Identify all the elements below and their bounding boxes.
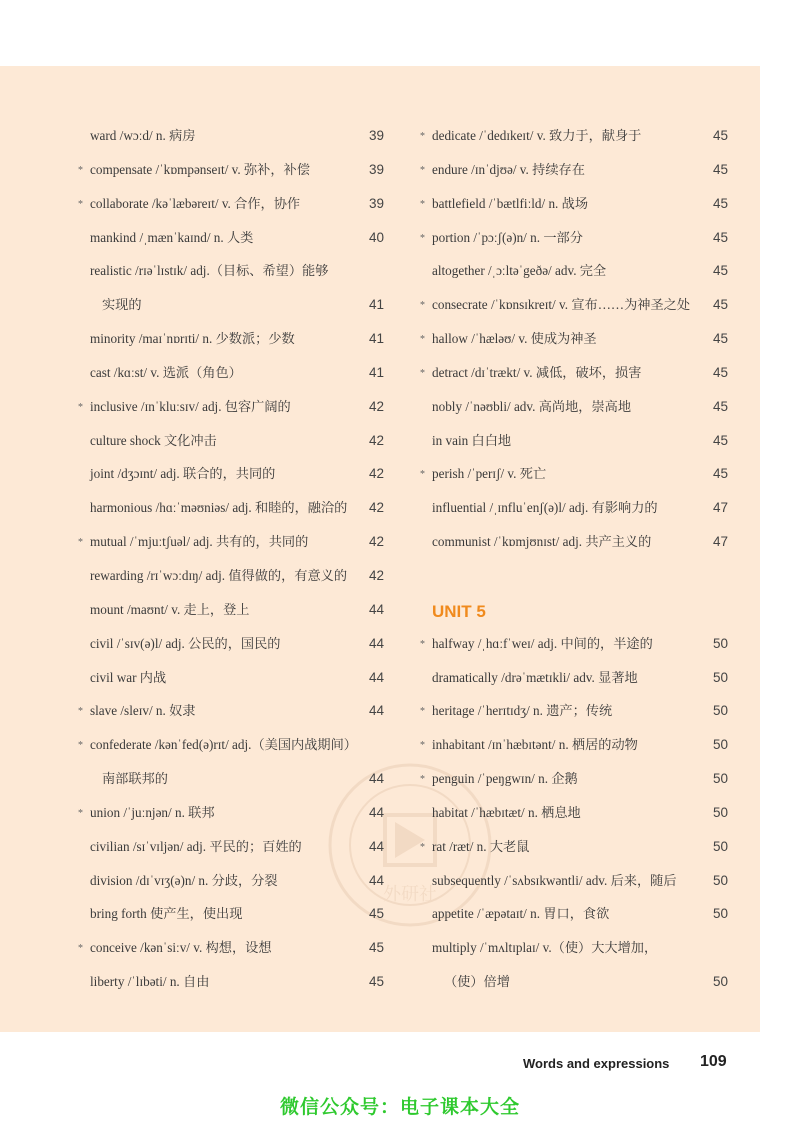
svg-text:外研社: 外研社	[383, 884, 437, 905]
vocab-entry-text: mankind /ˌmænˈkaɪnd/ n. 人类	[90, 229, 254, 245]
vocab-entry-page: 45	[712, 364, 728, 380]
vocab-entry	[78, 762, 384, 796]
vocab-entry-page: 50	[712, 635, 728, 651]
vocab-entry-text: multiply /ˈmʌltɪplaɪ/ v.（使）大大增加，	[432, 940, 658, 956]
vocab-entry	[420, 796, 728, 830]
vocab-entry-page: 45	[712, 195, 728, 211]
vocab-entry-page: 44	[368, 838, 384, 854]
vocab-entry-page: 41	[368, 297, 384, 313]
vocab-entry-page: 50	[712, 703, 728, 719]
vocab-entry	[78, 965, 384, 999]
vocab-entry-text: portion /ˈpɔːʃ(ə)n/ n. 一部分	[432, 229, 583, 245]
vocab-entry-text: dedicate /ˈdedɪkeɪt/ v. 致力于，献身于	[432, 128, 642, 143]
star-icon: *	[420, 740, 425, 752]
vocab-entry-text: culture shock 文化冲击	[90, 432, 217, 448]
right-column	[420, 119, 728, 999]
vocab-entry-page: 41	[368, 364, 384, 380]
vocab-entry-text: ward /wɔːd/ n. 病房	[90, 128, 196, 143]
vocab-entry-text: rat /ræt/ n. 大老鼠	[432, 838, 530, 854]
vocab-entry-text: perish /ˈperɪʃ/ v. 死亡	[432, 466, 547, 482]
vocab-entry-text: mutual /ˈmjuːtʃuəl/ adj. 共有的，共同的	[90, 534, 309, 550]
star-icon: *	[78, 807, 83, 819]
vocab-entry-page: 44	[368, 635, 384, 651]
vocab-entry-text: altogether /ˌɔːltəˈgeðə/ adv. 完全	[432, 263, 607, 279]
vocab-entry-text: liberty /ˈlɪbəti/ n. 自由	[90, 974, 210, 990]
vocab-entry-page: 50	[712, 838, 728, 854]
vocab-entry	[78, 119, 384, 153]
left-column	[78, 119, 384, 999]
vocab-entry-text: detract /dɪˈtrækt/ v. 减低，破坏，损害	[432, 364, 642, 380]
vocab-entry-text: bring forth 使产生，使出现	[90, 906, 243, 922]
vocab-entry-page: 40	[368, 229, 384, 245]
vocab-entry	[420, 525, 728, 559]
vocab-entry-page: 45	[712, 161, 728, 177]
star-icon: *	[78, 537, 83, 549]
vocab-entry	[78, 187, 384, 221]
vocab-entry-text: confederate /kənˈfed(ə)rɪt/ adj.（美国内战期间）	[90, 737, 357, 753]
vocab-entry	[78, 491, 384, 525]
vocab-entry	[420, 897, 728, 931]
star-icon: *	[420, 706, 425, 718]
vocab-entry-page: 45	[712, 263, 728, 279]
vocab-entry-page: 39	[368, 161, 384, 177]
vocab-entry	[420, 153, 728, 187]
vocab-entry-text: heritage /ˈherɪtɪdʒ/ n. 遗产；传统	[432, 703, 613, 719]
vocab-entry-page: 45	[712, 331, 728, 347]
vocab-entry-page: 47	[712, 534, 728, 550]
vocab-entry-text: 南部联邦的	[102, 771, 168, 787]
vocab-entry	[420, 119, 728, 153]
vocab-entry-text: consecrate /ˈkɒnsɪkreɪt/ v. 宣布……为神圣之处	[432, 297, 691, 313]
vocab-entry-text: mount /maʊnt/ v. 走上，登上	[90, 601, 250, 617]
star-icon: *	[78, 198, 83, 210]
vocab-entry	[78, 559, 384, 593]
vocab-entry	[420, 491, 728, 525]
vocab-entry-text: division /dɪˈvɪʒ(ə)n/ n. 分歧，分裂	[90, 872, 278, 888]
vocab-entry	[78, 694, 384, 728]
vocab-entry-text: 实现的	[102, 297, 142, 313]
vocab-entry	[78, 627, 384, 661]
star-icon: *	[420, 232, 425, 244]
vocab-entry-text: civilian /sɪˈvɪljən/ adj. 平民的；百姓的	[90, 838, 302, 854]
vocab-entry-page: 45	[712, 297, 728, 313]
vocab-entry-text: civil war 内战	[90, 669, 167, 685]
vocab-entry	[78, 931, 384, 965]
vocab-entry-page: 45	[712, 466, 728, 482]
vocab-entry-page: 50	[712, 669, 728, 685]
vocab-entry	[420, 661, 728, 695]
vocab-entry-text: cast /kɑːst/ v. 选派（角色）	[90, 364, 242, 380]
vocab-entry-page: 45	[368, 940, 384, 956]
unit-heading	[420, 593, 728, 627]
vocab-entry-text: dramatically /drəˈmætɪkli/ adv. 显著地	[432, 669, 638, 685]
vocab-entry-text: hallow /ˈhæləʊ/ v. 使成为神圣	[432, 331, 597, 347]
star-icon: *	[420, 131, 425, 142]
vocab-entry-page: 50	[712, 804, 728, 820]
vocab-entry	[78, 153, 384, 187]
vocab-entry-page: 50	[712, 771, 728, 787]
vocab-entry	[420, 356, 728, 390]
vocab-entry-page: 50	[712, 872, 728, 888]
vocab-entry-page: 42	[368, 432, 384, 448]
star-icon: *	[78, 740, 83, 752]
vocab-entry-text: compensate /ˈkɒmpənseɪt/ v. 弥补，补偿	[90, 161, 310, 177]
vocab-entry-page: 44	[368, 703, 384, 719]
star-icon: *	[78, 164, 83, 176]
vocab-entry-text: slave /sleɪv/ n. 奴隶	[90, 703, 196, 719]
vocab-entry-page: 45	[712, 229, 728, 245]
vocab-entry	[78, 356, 384, 390]
star-icon: *	[420, 469, 425, 481]
vocab-entry-page: 39	[368, 195, 384, 211]
vocab-entry-text: subsequently /ˈsʌbsɪkwəntli/ adv. 后来，随后	[432, 872, 677, 888]
vocab-entry-page: 45	[712, 398, 728, 414]
vocab-entry	[78, 593, 384, 627]
star-icon: *	[420, 774, 425, 786]
vocab-entry-page: 50	[712, 974, 728, 990]
vocab-entry-page: 45	[712, 432, 728, 448]
star-icon: *	[420, 300, 425, 312]
star-icon: *	[78, 706, 83, 718]
vocab-entry-text: joint /dʒɔɪnt/ adj. 联合的，共同的	[90, 466, 276, 482]
vocab-entry-page: 44	[368, 771, 384, 787]
vocab-entry	[78, 254, 384, 288]
vocab-entry-page: 42	[368, 534, 384, 550]
wechat-watermark: 微信公众号：电子课本大全	[279, 1096, 520, 1118]
vocab-entry	[78, 830, 384, 864]
vocab-entry-text: harmonious /hɑːˈməʊniəs/ adj. 和睦的，融洽的	[90, 500, 348, 516]
blank-row	[420, 559, 728, 593]
vocab-entry	[78, 796, 384, 830]
vocab-entry-page: 44	[368, 804, 384, 820]
vocab-entry-page: 50	[712, 737, 728, 753]
vocab-entry	[420, 254, 728, 288]
vocab-entry-text: nobly /ˈnəʊbli/ adv. 高尚地，崇高地	[432, 398, 632, 414]
vocab-entry-text: endure /ɪnˈdjʊə/ v. 持续存在	[432, 161, 585, 177]
vocab-entry-text: rewarding /rɪˈwɔːdɪŋ/ adj. 值得做的，有意义的	[90, 567, 348, 583]
vocab-entry-page: 44	[368, 601, 384, 617]
vocab-entry	[78, 424, 384, 458]
vocab-entry-text: union /ˈjuːnjən/ n. 联邦	[90, 804, 215, 820]
vocab-entry-page: 42	[368, 500, 384, 516]
vocab-entry-page: 42	[368, 567, 384, 583]
vocab-entry	[78, 525, 384, 559]
star-icon: *	[78, 943, 83, 955]
vocab-entry-page: 39	[368, 128, 384, 143]
vocab-entry-text: penguin /ˈpeŋgwɪn/ n. 企鹅	[432, 771, 578, 787]
vocab-entry-page: 42	[368, 398, 384, 414]
vocab-entry-text: influential /ˌɪnfluˈenʃ(ə)l/ adj. 有影响力的	[432, 500, 658, 516]
vocab-entry-text: habitat /ˈhæbɪtæt/ n. 栖息地	[432, 804, 581, 820]
vocab-entry-text: realistic /rɪəˈlɪstɪk/ adj.（目标、希望）能够	[90, 263, 329, 279]
vocab-entry-text: minority /maɪˈnɒrɪti/ n. 少数派；少数	[90, 331, 295, 347]
page-number: 109	[700, 1053, 727, 1070]
star-icon: *	[420, 334, 425, 346]
vocab-entry	[78, 864, 384, 898]
vocab-entry-text: civil /ˈsɪv(ə)l/ adj. 公民的，国民的	[90, 635, 281, 651]
vocab-entry	[420, 424, 728, 458]
vocab-entry-page: 45	[712, 128, 728, 143]
vocab-entry	[420, 965, 728, 999]
vocab-entry	[420, 864, 728, 898]
vocab-entry-text: halfway /ˌhɑːfˈweɪ/ adj. 中间的，半途的	[432, 635, 653, 651]
vocab-entry	[420, 322, 728, 356]
vocab-entry-text: battlefield /ˈbætlfiːld/ n. 战场	[432, 195, 589, 211]
vocab-entry	[78, 322, 384, 356]
vocab-entry	[78, 897, 384, 931]
vocab-entry-text: appetite /ˈæpətaɪt/ n. 胃口，食欲	[432, 906, 610, 922]
vocab-entry-text: conceive /kənˈsiːv/ v. 构想，设想	[90, 940, 272, 956]
vocab-entry	[420, 221, 728, 255]
vocab-entry-page: 47	[712, 500, 728, 516]
vocab-entry	[78, 288, 384, 322]
vocab-entry	[420, 694, 728, 728]
unit-title: UNIT 5	[432, 601, 486, 621]
vocab-entry	[78, 457, 384, 491]
vocab-entry	[420, 288, 728, 322]
vocab-entry	[78, 390, 384, 424]
star-icon: *	[420, 367, 425, 379]
vocab-entry-page: 50	[712, 906, 728, 922]
vocab-entry	[420, 931, 728, 965]
vocab-entry	[420, 187, 728, 221]
vocab-entry	[78, 221, 384, 255]
vocab-entry-page: 44	[368, 872, 384, 888]
vocab-entry	[420, 390, 728, 424]
vocab-entry-page: 41	[368, 331, 384, 347]
vocab-entry	[420, 728, 728, 762]
vocab-entry-text: collaborate /kəˈlæbəreɪt/ v. 合作，协作	[90, 195, 301, 211]
star-icon: *	[420, 841, 425, 853]
star-icon: *	[420, 198, 425, 210]
vocab-entry-page: 45	[368, 906, 384, 922]
vocab-entry	[78, 728, 384, 762]
vocab-entry-page: 45	[368, 974, 384, 990]
vocab-entry	[78, 661, 384, 695]
vocab-entry-text: communist /ˈkɒmjʊnɪst/ adj. 共产主义的	[432, 534, 652, 550]
footer-section-label: Words and expressions	[523, 1056, 670, 1071]
vocab-entry-page: 42	[368, 466, 384, 482]
star-icon: *	[78, 401, 83, 413]
vocab-entry	[420, 457, 728, 491]
vocab-entry-text: inclusive /ɪnˈkluːsɪv/ adj. 包容广阔的	[90, 398, 291, 414]
vocab-entry-text: in vain 白白地	[432, 432, 512, 448]
vocab-entry	[420, 762, 728, 796]
vocab-entry-text: （使）倍增	[444, 974, 510, 990]
vocab-entry-page: 44	[368, 669, 384, 685]
vocab-entry	[420, 830, 728, 864]
star-icon: *	[420, 638, 425, 650]
vocab-entry-text: inhabitant /ɪnˈhæbɪtənt/ n. 栖居的动物	[432, 737, 638, 753]
vocab-entry	[420, 627, 728, 661]
star-icon: *	[420, 164, 425, 176]
